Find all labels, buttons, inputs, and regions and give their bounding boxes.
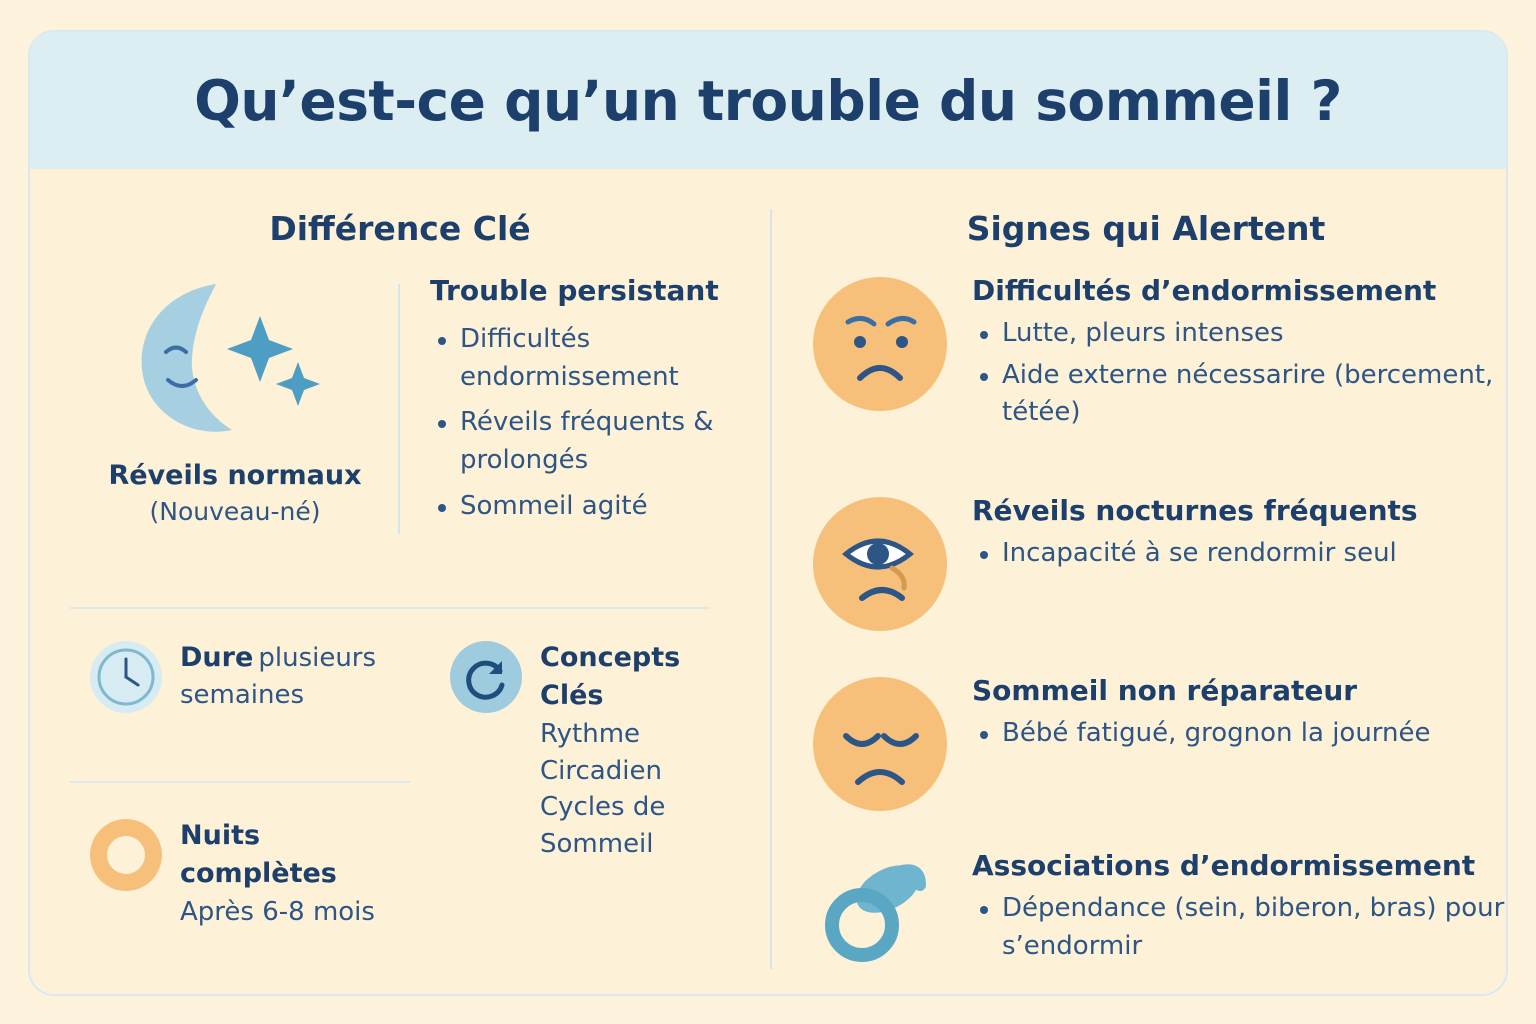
- duration-desc: plusieurs semaines: [180, 643, 377, 711]
- alert-item-4: [810, 849, 1508, 989]
- list-item: Réveils fréquents & prolongés: [430, 404, 760, 479]
- list-item: Incapacité à se rendormir seul: [972, 535, 1418, 573]
- persistent-trouble-block: [430, 274, 760, 533]
- concepts-text: [540, 639, 750, 863]
- alert-item-2-body: [972, 494, 1418, 577]
- alert-item-4-list: [972, 890, 1508, 965]
- alert-item-4-heading: Associations d’endormissement: [972, 849, 1476, 882]
- persistent-trouble-list: [430, 321, 760, 525]
- infographic-card: [28, 30, 1508, 996]
- alert-item-1-body: [972, 274, 1508, 436]
- list-item: Difficultés endormissement: [430, 321, 760, 396]
- left-inner-divider: [398, 284, 400, 534]
- full-night-circle-icon: [88, 817, 164, 897]
- crescent-moon-sleeping-icon: [120, 274, 350, 444]
- right-column: [772, 169, 1508, 996]
- full-nights-desc: Après 6-8 mois: [180, 896, 375, 927]
- clock-icon: [88, 639, 164, 719]
- list-item: Dépendance (sein, biberon, bras) pour s’endormir: [972, 890, 1508, 965]
- list-item: Sommeil agité: [430, 488, 760, 526]
- concepts-row: [448, 639, 750, 863]
- pacifier-icon: [810, 849, 950, 989]
- content-columns: [30, 169, 1506, 996]
- alert-item-1: [810, 274, 1508, 436]
- left-top-block: [30, 274, 770, 574]
- left-separator-1: [70, 607, 710, 609]
- alert-item-2-list: [972, 535, 1418, 573]
- duration-text: [180, 639, 410, 714]
- concepts-line-1: Rythme Circadien: [540, 718, 662, 786]
- alert-item-3: [810, 674, 1508, 814]
- alert-item-1-list: [972, 315, 1508, 432]
- full-nights-row: [88, 817, 410, 931]
- alert-item-1-heading: Difficultés d’endormissement: [972, 274, 1437, 307]
- tired-eye-face-icon: [810, 494, 950, 634]
- list-item: Aide externe nécessarire (bercement, tétée): [972, 357, 1508, 432]
- sad-sleepy-face-icon: [810, 674, 950, 814]
- full-nights-title: Nuits complètes: [180, 820, 337, 890]
- moon-block: [90, 274, 380, 526]
- duration-title: Dure: [180, 642, 254, 673]
- left-separator-2: [70, 781, 410, 783]
- alert-item-3-body: [972, 674, 1431, 757]
- alert-item-4-body: [972, 849, 1508, 969]
- worried-face-icon: [810, 274, 950, 414]
- concepts-line-2: Cycles de Sommeil: [540, 792, 666, 860]
- left-column-heading: Différence Clé: [269, 209, 531, 248]
- alert-item-2-heading: Réveils nocturnes fréquents: [972, 494, 1418, 527]
- right-column-heading: Signes qui Alertent: [966, 209, 1326, 248]
- page-title: Qu’est-ce qu’un trouble du sommeil ?: [194, 68, 1342, 133]
- title-band: [30, 32, 1506, 169]
- persistent-trouble-heading: Trouble persistant: [430, 274, 719, 307]
- left-column: [30, 169, 770, 996]
- list-item: Bébé fatigué, grognon la journée: [972, 715, 1431, 753]
- alert-item-2: [810, 494, 1508, 634]
- duration-row: [88, 639, 410, 719]
- alert-item-3-heading: Sommeil non réparateur: [972, 674, 1358, 707]
- refresh-cycle-icon: [448, 639, 524, 719]
- moon-caption-main: Réveils normaux: [108, 460, 362, 491]
- alert-item-3-list: [972, 715, 1431, 753]
- full-nights-text: [180, 817, 410, 931]
- concepts-title: Concepts Clés: [540, 642, 681, 712]
- moon-caption-sub: (Nouveau-né): [149, 497, 321, 526]
- list-item: Lutte, pleurs intenses: [972, 315, 1508, 353]
